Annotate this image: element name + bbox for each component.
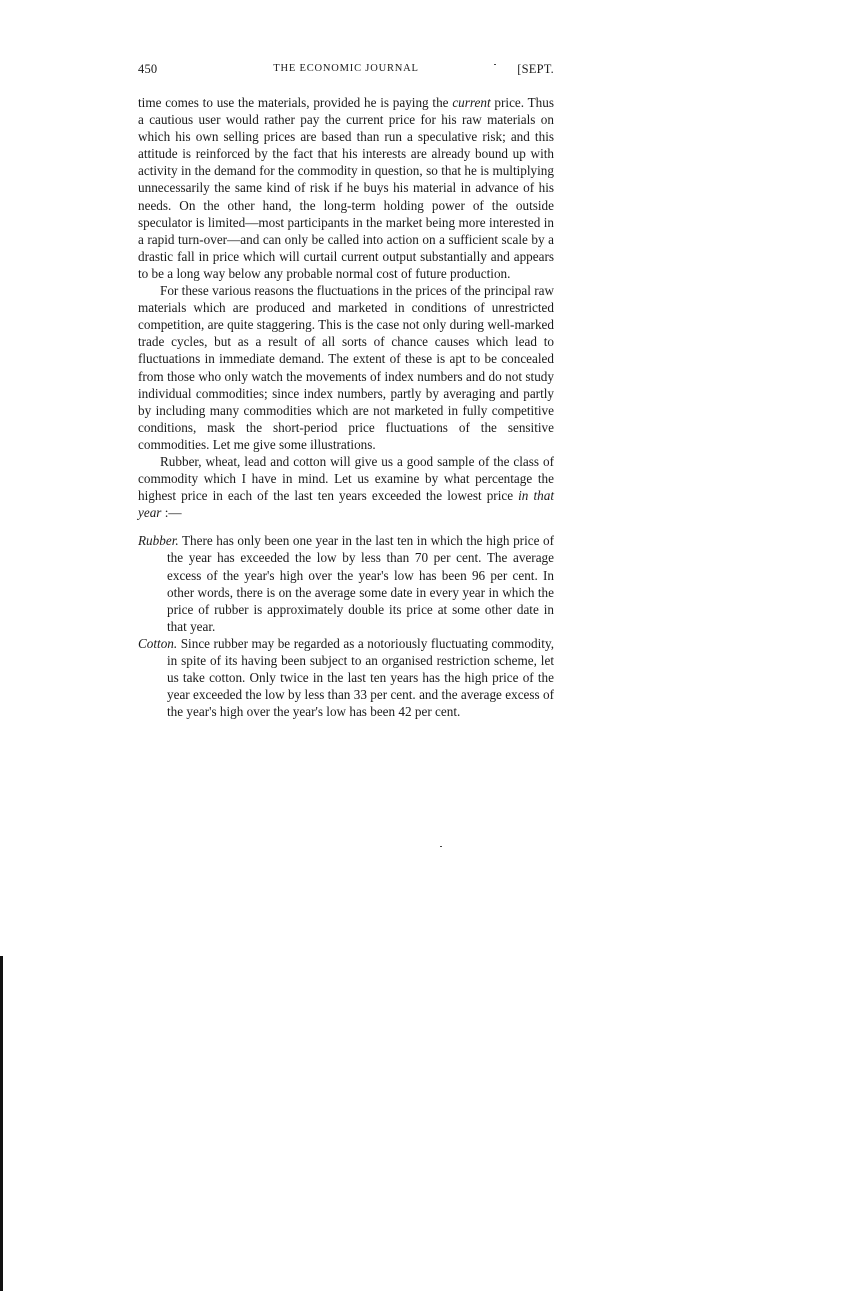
paragraph-3-text-b: :— bbox=[161, 505, 182, 521]
entry-rubber-lead: Rubber. bbox=[138, 533, 179, 549]
commodity-entries bbox=[138, 532, 554, 720]
paragraph-1-text-b: price. Thus a cautious user would rather pay the current price for his raw materials on which his own selling prices are based than run a speculative risk; and this attitude is reinforced by the fact that his interests are already bound up with activity in the demand for the commodity in question, so that he is multiplying unnecessarily the same kind of risk if he buys his material in advance of his needs. On the other hand, the long-term holding power of the outside speculator is limited—most participants in the market being more interested in a rapid turn-over—and can only be called into action on a sufficient scale by a drastic fall in price which will curtail current output substantially and appears to be a long way below any probable normal cost of future production. bbox=[138, 95, 554, 281]
paragraph-1 bbox=[138, 94, 554, 282]
paragraph-1-text-a: time comes to use the materials, provided he is paying the bbox=[138, 95, 453, 110]
entry-rubber-text: There has only been one year in the last ten in which the high price of the year has exceeded the low by less than 70 per cent. The average excess of the year's high over the year's low has been 96 per cent. In other words, there is on the average some date in every year in which the price of rubber is approximately double its price at some other date in that year. bbox=[167, 533, 554, 634]
entry-cotton bbox=[138, 635, 554, 720]
paragraph-3-emphasis: in that year bbox=[138, 488, 554, 521]
journal-title: THE ECONOMIC JOURNAL bbox=[273, 63, 419, 74]
paragraph-3-text-a: Rubber, wheat, lead and cotton will give us a good sample of the class of commodity which I have in mind. Let us examine by what percentage the highest price in each of the last ten years exceeded the lowest price bbox=[138, 453, 554, 504]
scan-speck bbox=[494, 64, 496, 65]
paragraph-3 bbox=[138, 453, 554, 521]
running-head-month: [SEPT. bbox=[517, 62, 554, 76]
running-head bbox=[138, 62, 554, 80]
entry-cotton-lead: Cotton. bbox=[138, 635, 178, 651]
paragraph-2: For these various reasons the fluctuations in the prices of the principal raw materials which are produced and marketed in conditions of unrestricted competition, are quite staggering. This is the case not only during well-marked trade cycles, but as a result of all sorts of chance causes which lead to fluctuations in immediate demand. The extent of these is apt to be concealed from those who only watch the movements of index numbers and do not study individual commodities; since index numbers, partly by averaging and partly by including many commodities which are not marketed in fully competitive conditions, mask the short-period price fluctuations of the sensitive commodities. Let me give some illustrations. bbox=[138, 283, 554, 452]
body-text bbox=[138, 94, 554, 720]
entry-cotton-text: Since rubber may be regarded as a notoriously fluctuating commodity, in spite of its having been subject to an organised restriction scheme, let us take cotton. Only twice in the last ten years has the high price of the year exceeded the low by less than 33 per cent. and the average excess of the year's high over the year's low has been 42 per cent. bbox=[167, 635, 554, 720]
scan-speck bbox=[440, 846, 442, 847]
page-number: 450 bbox=[138, 62, 158, 76]
entry-rubber bbox=[138, 532, 554, 635]
page bbox=[138, 62, 554, 720]
paragraph-1-emphasis: current bbox=[452, 95, 491, 110]
scan-edge-bar bbox=[0, 956, 3, 1291]
